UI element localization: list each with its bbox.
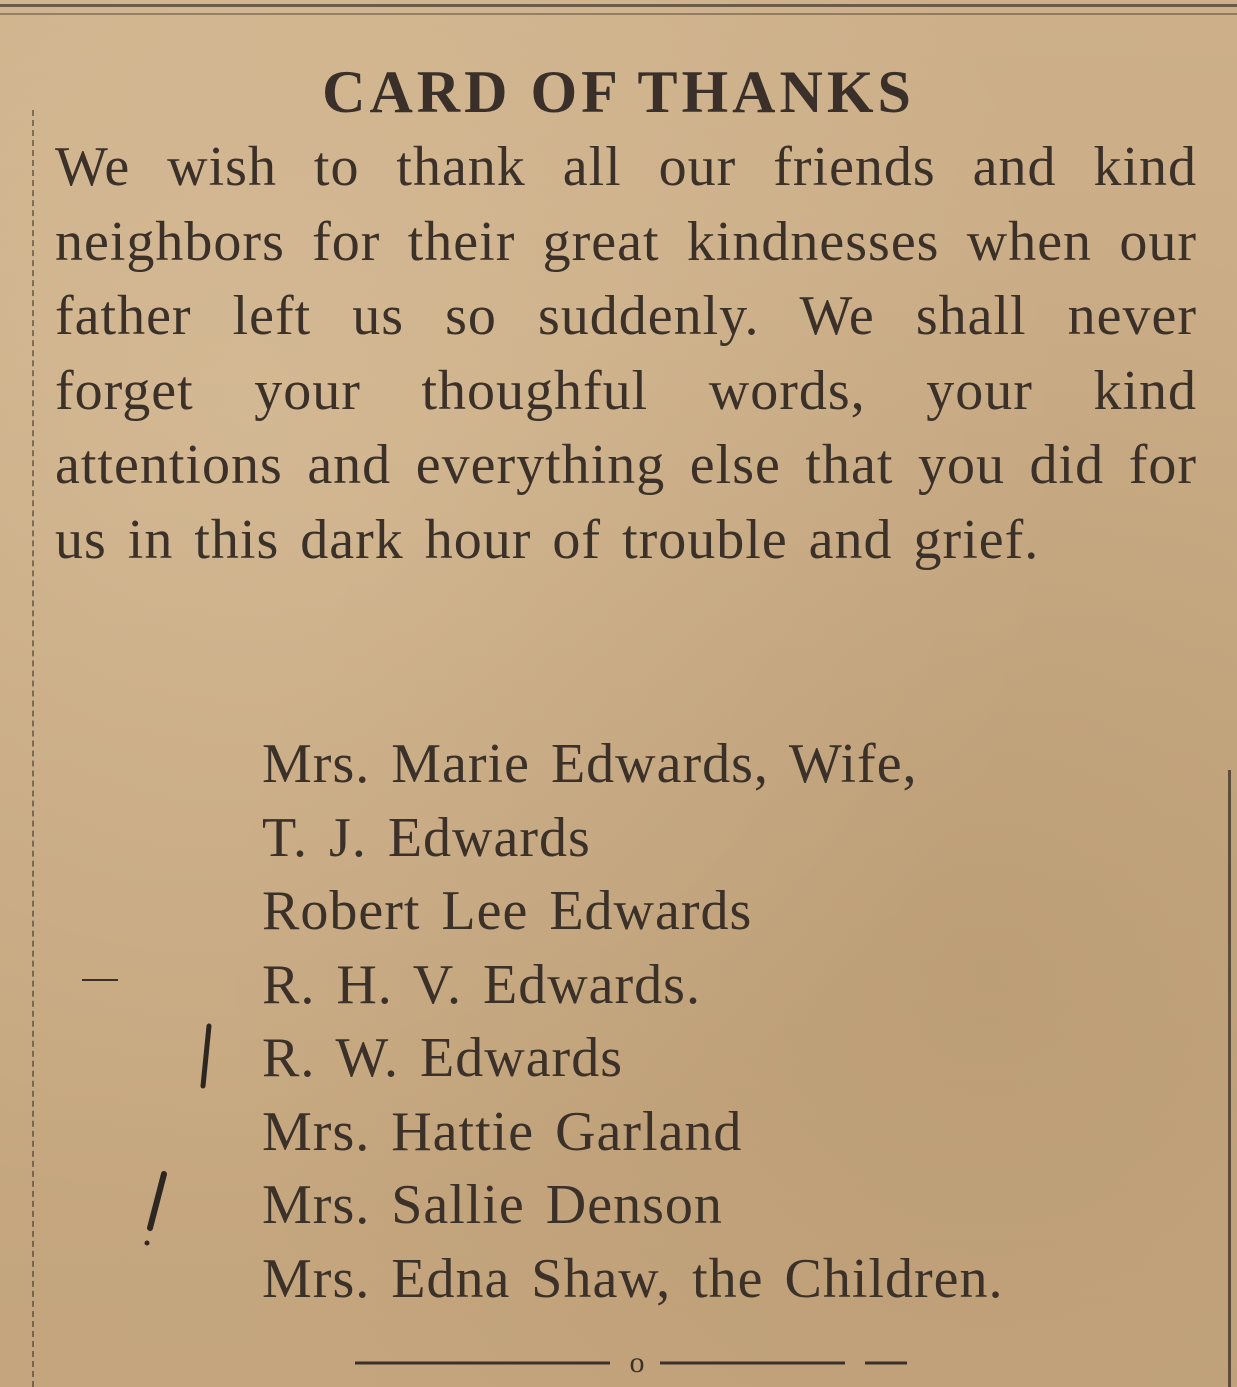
left-column-rule bbox=[32, 110, 34, 1387]
pencil-mark bbox=[140, 1170, 170, 1250]
signature-line: R. W. Edwards bbox=[262, 1027, 623, 1089]
signature-line: Robert Lee Edwards bbox=[262, 880, 753, 942]
signature-list bbox=[262, 728, 1004, 1316]
signature-line: Mrs. Hattie Garland bbox=[262, 1100, 743, 1163]
signature-line: T. J. Edwards bbox=[262, 806, 591, 869]
section-divider bbox=[355, 1348, 910, 1378]
signature-line: Mrs. Sallie Denson bbox=[262, 1174, 723, 1236]
signature-line: Mrs. Marie Edwards, Wife, bbox=[262, 733, 918, 795]
ink-dash bbox=[80, 975, 120, 985]
divider-glyph: o bbox=[629, 1348, 645, 1378]
top-column-rule bbox=[0, 4, 1237, 15]
right-column-rule bbox=[1228, 770, 1231, 1387]
notice-body: We wish to thank all our friends and kind neighbors for their great kindnesses when our father left us so suddenly. We shall never forget your thoughful words, your kind attentions and everything else that you did for us in this dark hour of trouble and grief. bbox=[55, 136, 1197, 571]
notice-title: CARD OF THANKS bbox=[322, 59, 915, 125]
pencil-mark bbox=[195, 1022, 217, 1092]
signature-line: Mrs. Edna Shaw, the Children. bbox=[262, 1247, 1004, 1310]
signature-line: R. H. V. Edwards. bbox=[262, 953, 701, 1016]
